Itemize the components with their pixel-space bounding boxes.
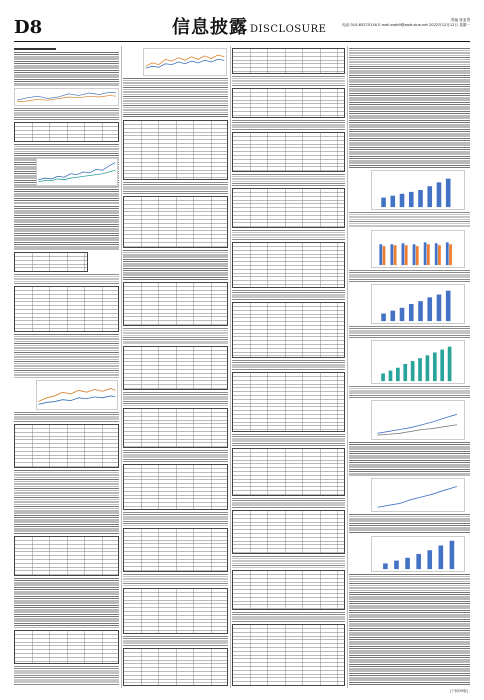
line-chart-figure — [143, 48, 227, 76]
masthead-rule — [14, 41, 470, 42]
body-text — [349, 514, 470, 534]
data-table — [232, 88, 345, 118]
data-table — [232, 448, 345, 496]
data-table — [232, 242, 345, 288]
body-text — [123, 250, 228, 280]
body-text — [123, 636, 228, 646]
data-table — [232, 624, 345, 686]
body-text — [232, 174, 345, 186]
data-table — [232, 188, 345, 228]
body-text — [232, 290, 345, 300]
column-4 — [349, 46, 470, 688]
body-text — [123, 78, 228, 118]
data-table — [232, 132, 345, 172]
line-chart-figure — [36, 158, 118, 186]
body-text — [14, 578, 119, 628]
data-table — [232, 48, 345, 74]
data-table — [232, 510, 345, 554]
column-divider — [347, 46, 348, 688]
data-table — [123, 648, 228, 686]
section-title-cn: 信息披露 — [172, 17, 248, 38]
section-title-en: DISCLOSURE — [250, 24, 327, 35]
column-divider — [230, 46, 231, 688]
data-table — [232, 372, 345, 432]
masthead — [14, 18, 470, 40]
editor-line: 责编 张亚男 — [450, 18, 470, 22]
body-text — [349, 48, 470, 168]
body-text — [232, 498, 345, 508]
body-text — [232, 230, 345, 240]
data-table — [123, 346, 228, 390]
data-table — [123, 282, 228, 326]
data-table — [14, 630, 119, 664]
line-chart-figure — [14, 88, 119, 106]
body-text — [123, 512, 228, 526]
body-text — [349, 386, 470, 398]
data-table — [123, 196, 228, 248]
body-text — [349, 326, 470, 338]
body-text — [14, 412, 119, 422]
body-text — [123, 574, 228, 586]
page-number: D8 — [14, 17, 43, 38]
body-text — [232, 556, 345, 568]
data-table — [123, 464, 228, 510]
body-text — [349, 442, 470, 476]
data-table — [232, 570, 345, 610]
data-table — [123, 408, 228, 448]
column-1 — [14, 46, 119, 688]
line-chart-figure — [36, 380, 118, 410]
body-text — [232, 76, 345, 86]
data-table — [14, 122, 119, 142]
body-text — [14, 52, 119, 86]
body-text — [232, 612, 345, 622]
column-divider — [121, 46, 122, 688]
data-table — [123, 120, 228, 180]
bar-chart-figure — [371, 230, 465, 268]
masthead-meta — [310, 18, 470, 28]
body-text — [123, 450, 228, 462]
body-text — [14, 470, 119, 534]
column-3 — [232, 46, 345, 688]
bar-chart-figure — [371, 284, 465, 324]
data-table — [14, 286, 119, 332]
body-text — [349, 574, 470, 686]
line-chart-figure — [371, 400, 465, 440]
body-text — [14, 206, 119, 250]
body-text — [232, 434, 345, 446]
body-text — [349, 270, 470, 282]
body-text — [14, 334, 119, 378]
body-text — [123, 182, 228, 194]
body-text — [123, 392, 228, 406]
body-text — [14, 108, 119, 120]
column-2 — [123, 46, 228, 688]
data-table — [14, 252, 88, 272]
data-table — [14, 424, 119, 468]
bar-chart-figure — [371, 170, 465, 210]
section-heading — [14, 48, 56, 50]
body-text — [123, 328, 228, 344]
body-text — [232, 360, 345, 370]
continued-note: (下转D9版) — [449, 689, 468, 693]
data-table — [123, 588, 228, 634]
body-text — [14, 274, 119, 284]
body-text — [349, 212, 470, 228]
bar-chart-figure — [371, 340, 465, 384]
data-table — [232, 302, 345, 358]
data-table — [14, 536, 119, 576]
body-text — [232, 120, 345, 130]
contact-line: 电话 010-65275116 E-mail:zqrb9@zqrb.sina.net 2022年12月12日 星期一 — [342, 23, 470, 27]
line-chart-figure — [371, 478, 465, 512]
data-table — [123, 528, 228, 572]
body-text — [14, 666, 119, 686]
bar-chart-figure — [371, 536, 465, 572]
